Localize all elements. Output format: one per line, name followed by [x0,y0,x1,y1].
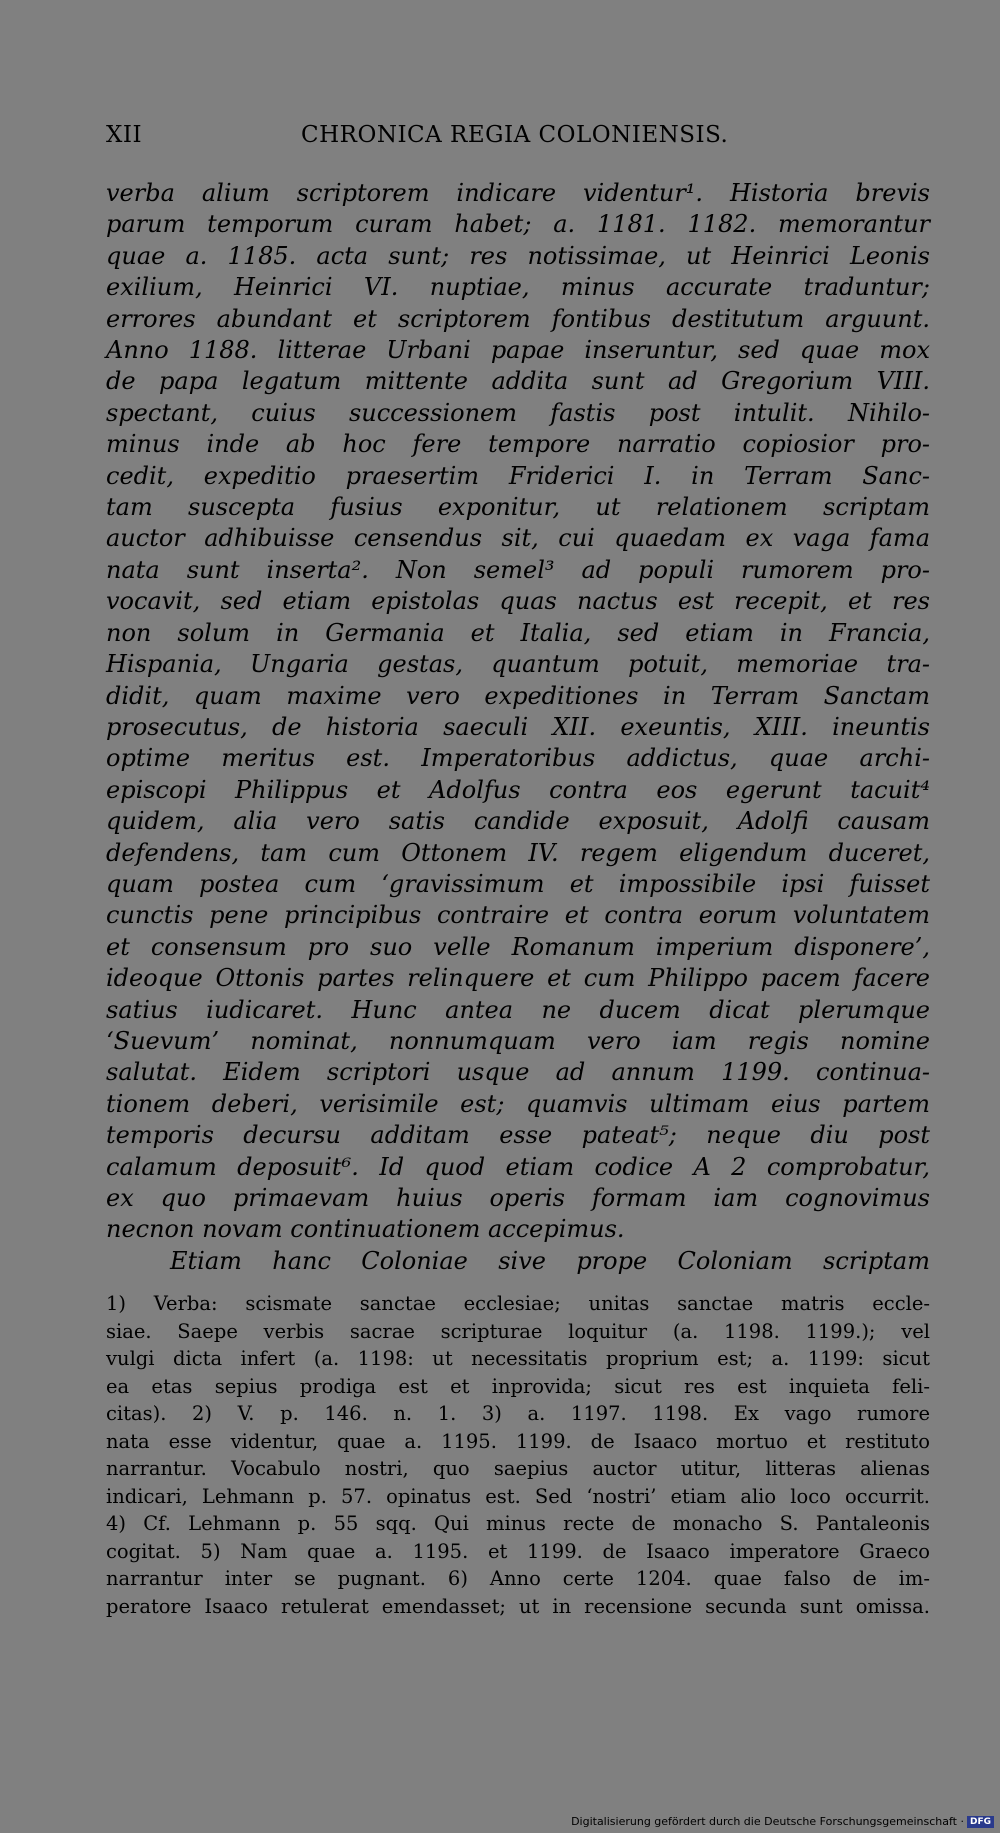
text-line: verba alium scriptorem indicare videntur¹. Historia brevis [106,179,930,207]
running-title: CHRONICA REGIA COLONIENSIS. [301,122,729,148]
text-line: et consensum pro suo velle Romanum imperium disponere’, [106,932,930,961]
credit-text: Digitalisierung gefördert durch die Deutsche Forschungsgemeinschaft · [571,1815,964,1828]
dfg-logo: DFG [967,1816,994,1828]
text-line: cedit, expeditio praesertim Friderici I. in Terram Sanc- [106,461,930,490]
footnote-line: siae. Saepe verbis sacrae scripturae loquitur (a. 1198. 1199.); vel [106,1319,930,1343]
text-line: non solum in Germania et Italia, sed etiam in Francia, [106,618,930,647]
text-line: quae a. 1185. acta sunt; res notissimae, ut Heinrici Leonis [106,241,930,270]
footnote-line: 4) Cf. Lehmann p. 55 sqq. Qui minus recte de monacho S. Pantaleonis [106,1512,930,1535]
footnote-line: citas). 2) V. p. 146. n. 1. 3) a. 1197. 1198. Ex vago rumore [106,1402,930,1425]
footnote-line: indicari, Lehmann p. 57. opinatus est. Sed ‘nostri’ etiam alio loco occurrit. [106,1484,930,1508]
text-line: optime meritus est. Imperatoribus addictus, quae archi- [106,744,930,773]
text-line: auctor adhibuisse censendus sit, cui quaedam ex vaga fama [106,524,930,553]
page-header [106,122,928,154]
main-text [106,178,930,1277]
footnote-line: cogitat. 5) Nam quae a. 1195. et 1199. de Isaaco imperatore Graeco [106,1539,930,1563]
text-line: temporis decursu additam esse pateat⁵; neque diu post [106,1121,930,1150]
text-line: quam postea cum ‘gravissimum et impossibile ipsi fuisset [106,869,930,898]
text-line: vocavit, sed etiam epistolas quas nactus est recepit, et res [106,587,930,616]
footnote-line: nata esse videntur, quae a. 1195. 1199. de Isaaco mortuo et restituto [106,1429,930,1453]
footnote-line: peratore Isaaco retulerat emendasset; ut in recensione secunda sunt omissa. [106,1594,930,1618]
text-line: Hispania, Ungaria gestas, quantum potuit, memoriae tra- [106,650,930,679]
footnote-line: 1) Verba: scismate sanctae ecclesiae; unitas sanctae matris eccle- [106,1292,930,1315]
text-line: defendens, tam cum Ottonem IV. regem eligendum duceret, [106,838,930,867]
text-line: satius iudicaret. Hunc antea ne ducem dicat plerumque [106,995,930,1024]
text-line: tionem deberi, verisimile est; quamvis ultimam eius partem [106,1089,930,1118]
text-line: spectant, cuius successionem fastis post intulit. Nihilo- [106,398,930,427]
digitization-credit [571,1815,994,1828]
text-line: calamum deposuit⁶. Id quod etiam codice A 2 comprobatur, [106,1152,930,1181]
footnote-line: narrantur. Vocabulo nostri, quo saepius auctor utitur, litteras alienas [106,1457,930,1480]
text-line: prosecutus, de historia saeculi XII. exeuntis, XIII. ineuntis [106,712,930,741]
footnote-line: ea etas sepius prodiga est et inprovida; sicut res est inquieta feli- [106,1374,930,1398]
footnote-line: narrantur inter se pugnant. 6) Anno certe 1204. quae falso de im- [106,1567,930,1590]
text-line: salutat. Eidem scriptori usque ad annum 1199. continua- [106,1058,930,1087]
text-line: ideoque Ottonis partes relinquere et cum Philippo pacem facere [106,964,930,993]
text-line: episcopi Philippus et Adolfus contra eos egerunt tacuit⁴ [106,775,930,804]
text-line: quidem, alia vero satis candide exposuit, Adolfi causam [106,807,930,836]
text-line: ex quo primaevam huius operis formam iam cognovimus [106,1184,930,1212]
text-line: tam suscepta fusius exponitur, ut relationem scriptam [106,493,930,522]
text-line: minus inde ab hoc fere tempore narratio copiosior pro- [106,430,930,459]
text-line: Anno 1188. litterae Urbani papae inseruntur, sed quae mox [106,336,930,365]
text-line: didit, quam maxime vero expeditiones in Terram Sanctam [106,681,930,710]
footnote-line: vulgi dicta infert (a. 1198: ut necessitatis proprium est; a. 1199: sicut [106,1347,930,1370]
text-line: parum temporum curam habet; a. 1181. 1182. memorantur [106,210,930,239]
text-line: cunctis pene principibus contraire et contra eorum voluntatem [106,901,930,930]
footnotes [106,1290,930,1620]
page-number: XII [106,122,143,148]
text-line: nata sunt inserta². Non semel³ ad populi rumorem pro- [106,555,930,584]
text-line: ‘Suevum’ nominat, nonnumquam vero iam regis nomine [106,1026,930,1055]
text-line: necnon novam continuationem accepimus. [106,1215,625,1244]
text-line: errores abundant et scriptorem fontibus destitutum arguunt. [106,304,930,333]
text-line: Etiam hanc Coloniae sive prope Coloniam scriptam [170,1246,930,1275]
text-line: exilium, Heinrici VI. nuptiae, minus accurate traduntur; [106,273,930,302]
text-line: de papa legatum mittente addita sunt ad Gregorium VIII. [106,367,930,396]
